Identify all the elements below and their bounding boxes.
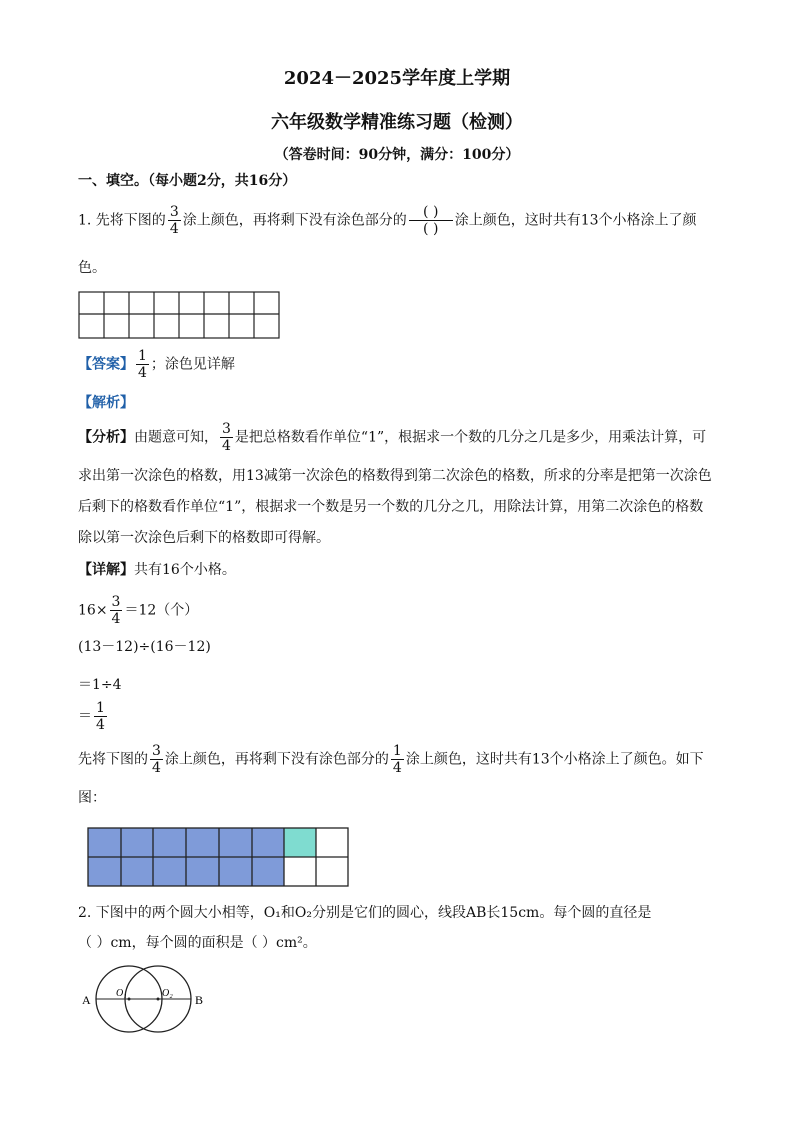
conc-b: 涂上颜色，再将剩下没有涂色部分的 xyxy=(164,751,389,768)
detail-line xyxy=(78,560,236,580)
q1-line1 xyxy=(78,204,697,237)
answer-tag: 【答案】 xyxy=(78,356,134,373)
equation-3: ＝1÷4 xyxy=(78,677,122,693)
fenxi-line1 xyxy=(78,421,706,454)
conc1-num: 3 xyxy=(152,743,161,759)
fraction-three-quarters xyxy=(168,204,181,237)
conc-fraction-1 xyxy=(150,743,163,776)
conc1-den: 4 xyxy=(152,760,161,776)
empty-grid xyxy=(78,290,282,340)
analysis-tag: 【解析】 xyxy=(78,395,134,411)
fenxi-line4: 除以第一次涂色后剩下的格数即可得解。 xyxy=(78,530,330,546)
eq4-den: 4 xyxy=(96,717,105,733)
two-circles-figure xyxy=(78,962,218,1042)
label-b: B xyxy=(195,993,204,1007)
conc-c: 涂上颜色，这时共有13个小格涂上了颜色。如下 xyxy=(405,751,704,768)
eq4-num: 1 xyxy=(96,700,105,716)
label-o2: O₂ xyxy=(162,988,173,999)
label-o1: O₁ xyxy=(116,988,127,999)
colored-grid xyxy=(86,826,352,888)
frac-num: 3 xyxy=(169,204,179,220)
q1-text-b: 涂上颜色，再将剩下没有涂色部分的 xyxy=(182,212,407,229)
section-heading: 一、填空。（每小题2分，共16分） xyxy=(78,173,297,189)
fenxi-line2: 求出第一次涂色的格数，用13减第一次涂色的格数得到第二次涂色的格数，所求的分率是把第一次涂色 xyxy=(78,468,712,484)
detail-tag: 【详解】 xyxy=(78,562,134,578)
fenxi-a: 由题意可知， xyxy=(134,429,218,446)
q2-line1: 2. 下图中的两个圆大小相等，O₁和O₂分别是它们的圆心，线段AB长15cm。每个圆的直径是 xyxy=(78,905,652,921)
answer-fraction xyxy=(136,348,149,381)
eq1-fraction xyxy=(110,594,123,627)
q1-text-c: 涂上颜色，这时共有13个小格涂上了颜 xyxy=(454,212,697,229)
center-o1 xyxy=(128,998,131,1001)
conclusion-line1 xyxy=(78,743,704,776)
fenxi-num: 3 xyxy=(222,421,231,437)
year-title: 2024－2025学年度上学期 xyxy=(283,68,511,89)
conc2-num: 1 xyxy=(392,743,402,759)
eq1-b: ＝12（个） xyxy=(124,602,199,619)
eq1-a: 16× xyxy=(78,602,108,619)
answer-line xyxy=(78,348,235,381)
ans-num: 1 xyxy=(138,348,147,364)
teal-shaded-cell xyxy=(284,828,316,857)
frac-den: 4 xyxy=(169,221,179,237)
fenxi-b: 是把总格数看作单位“1”，根据求一个数的几分之几是多少，用乘法计算，可 xyxy=(234,429,707,446)
conc-a: 先将下图的 xyxy=(78,751,148,768)
q1-text-a: 1. 先将下图的 xyxy=(78,212,166,229)
q1-line2: 色。 xyxy=(78,260,106,276)
equation-2: (13－12)÷(16－12) xyxy=(78,639,211,655)
answer-text: ；涂色见详解 xyxy=(150,356,235,373)
fenxi-den: 4 xyxy=(222,438,231,454)
eq4-a: ＝ xyxy=(78,708,92,725)
eq4-fraction xyxy=(94,700,107,733)
ans-den: 4 xyxy=(138,365,147,381)
equation-4 xyxy=(78,700,109,733)
eq1-den: 4 xyxy=(111,611,121,627)
conclusion-line2: 图： xyxy=(78,790,106,806)
fenxi-tag: 【分析】 xyxy=(78,429,134,446)
detail-text: 共有16个小格。 xyxy=(134,562,236,578)
blank-den: ( ) xyxy=(423,221,439,237)
equation-1 xyxy=(78,594,198,627)
blank-fraction[interactable] xyxy=(409,204,453,237)
blank-num: ( ) xyxy=(409,204,453,221)
fenxi-line3: 后剩下的格数看作单位“1”，根据求一个数是另一个数的几分之几，用除法计算，用第二次涂色的格数 xyxy=(78,499,704,515)
conc2-den: 4 xyxy=(392,760,402,776)
eq1-num: 3 xyxy=(111,594,121,610)
exam-info: （答卷时间：90分钟，满分：100分） xyxy=(274,147,520,163)
label-a: A xyxy=(82,993,91,1007)
main-title: 六年级数学精准练习题（检测） xyxy=(271,112,523,133)
q2-line2: （ ）cm，每个圆的面积是（ ）cm²。 xyxy=(78,935,317,951)
center-o2 xyxy=(157,998,160,1001)
conc-fraction-2 xyxy=(391,743,404,776)
fenxi-fraction xyxy=(220,421,233,454)
